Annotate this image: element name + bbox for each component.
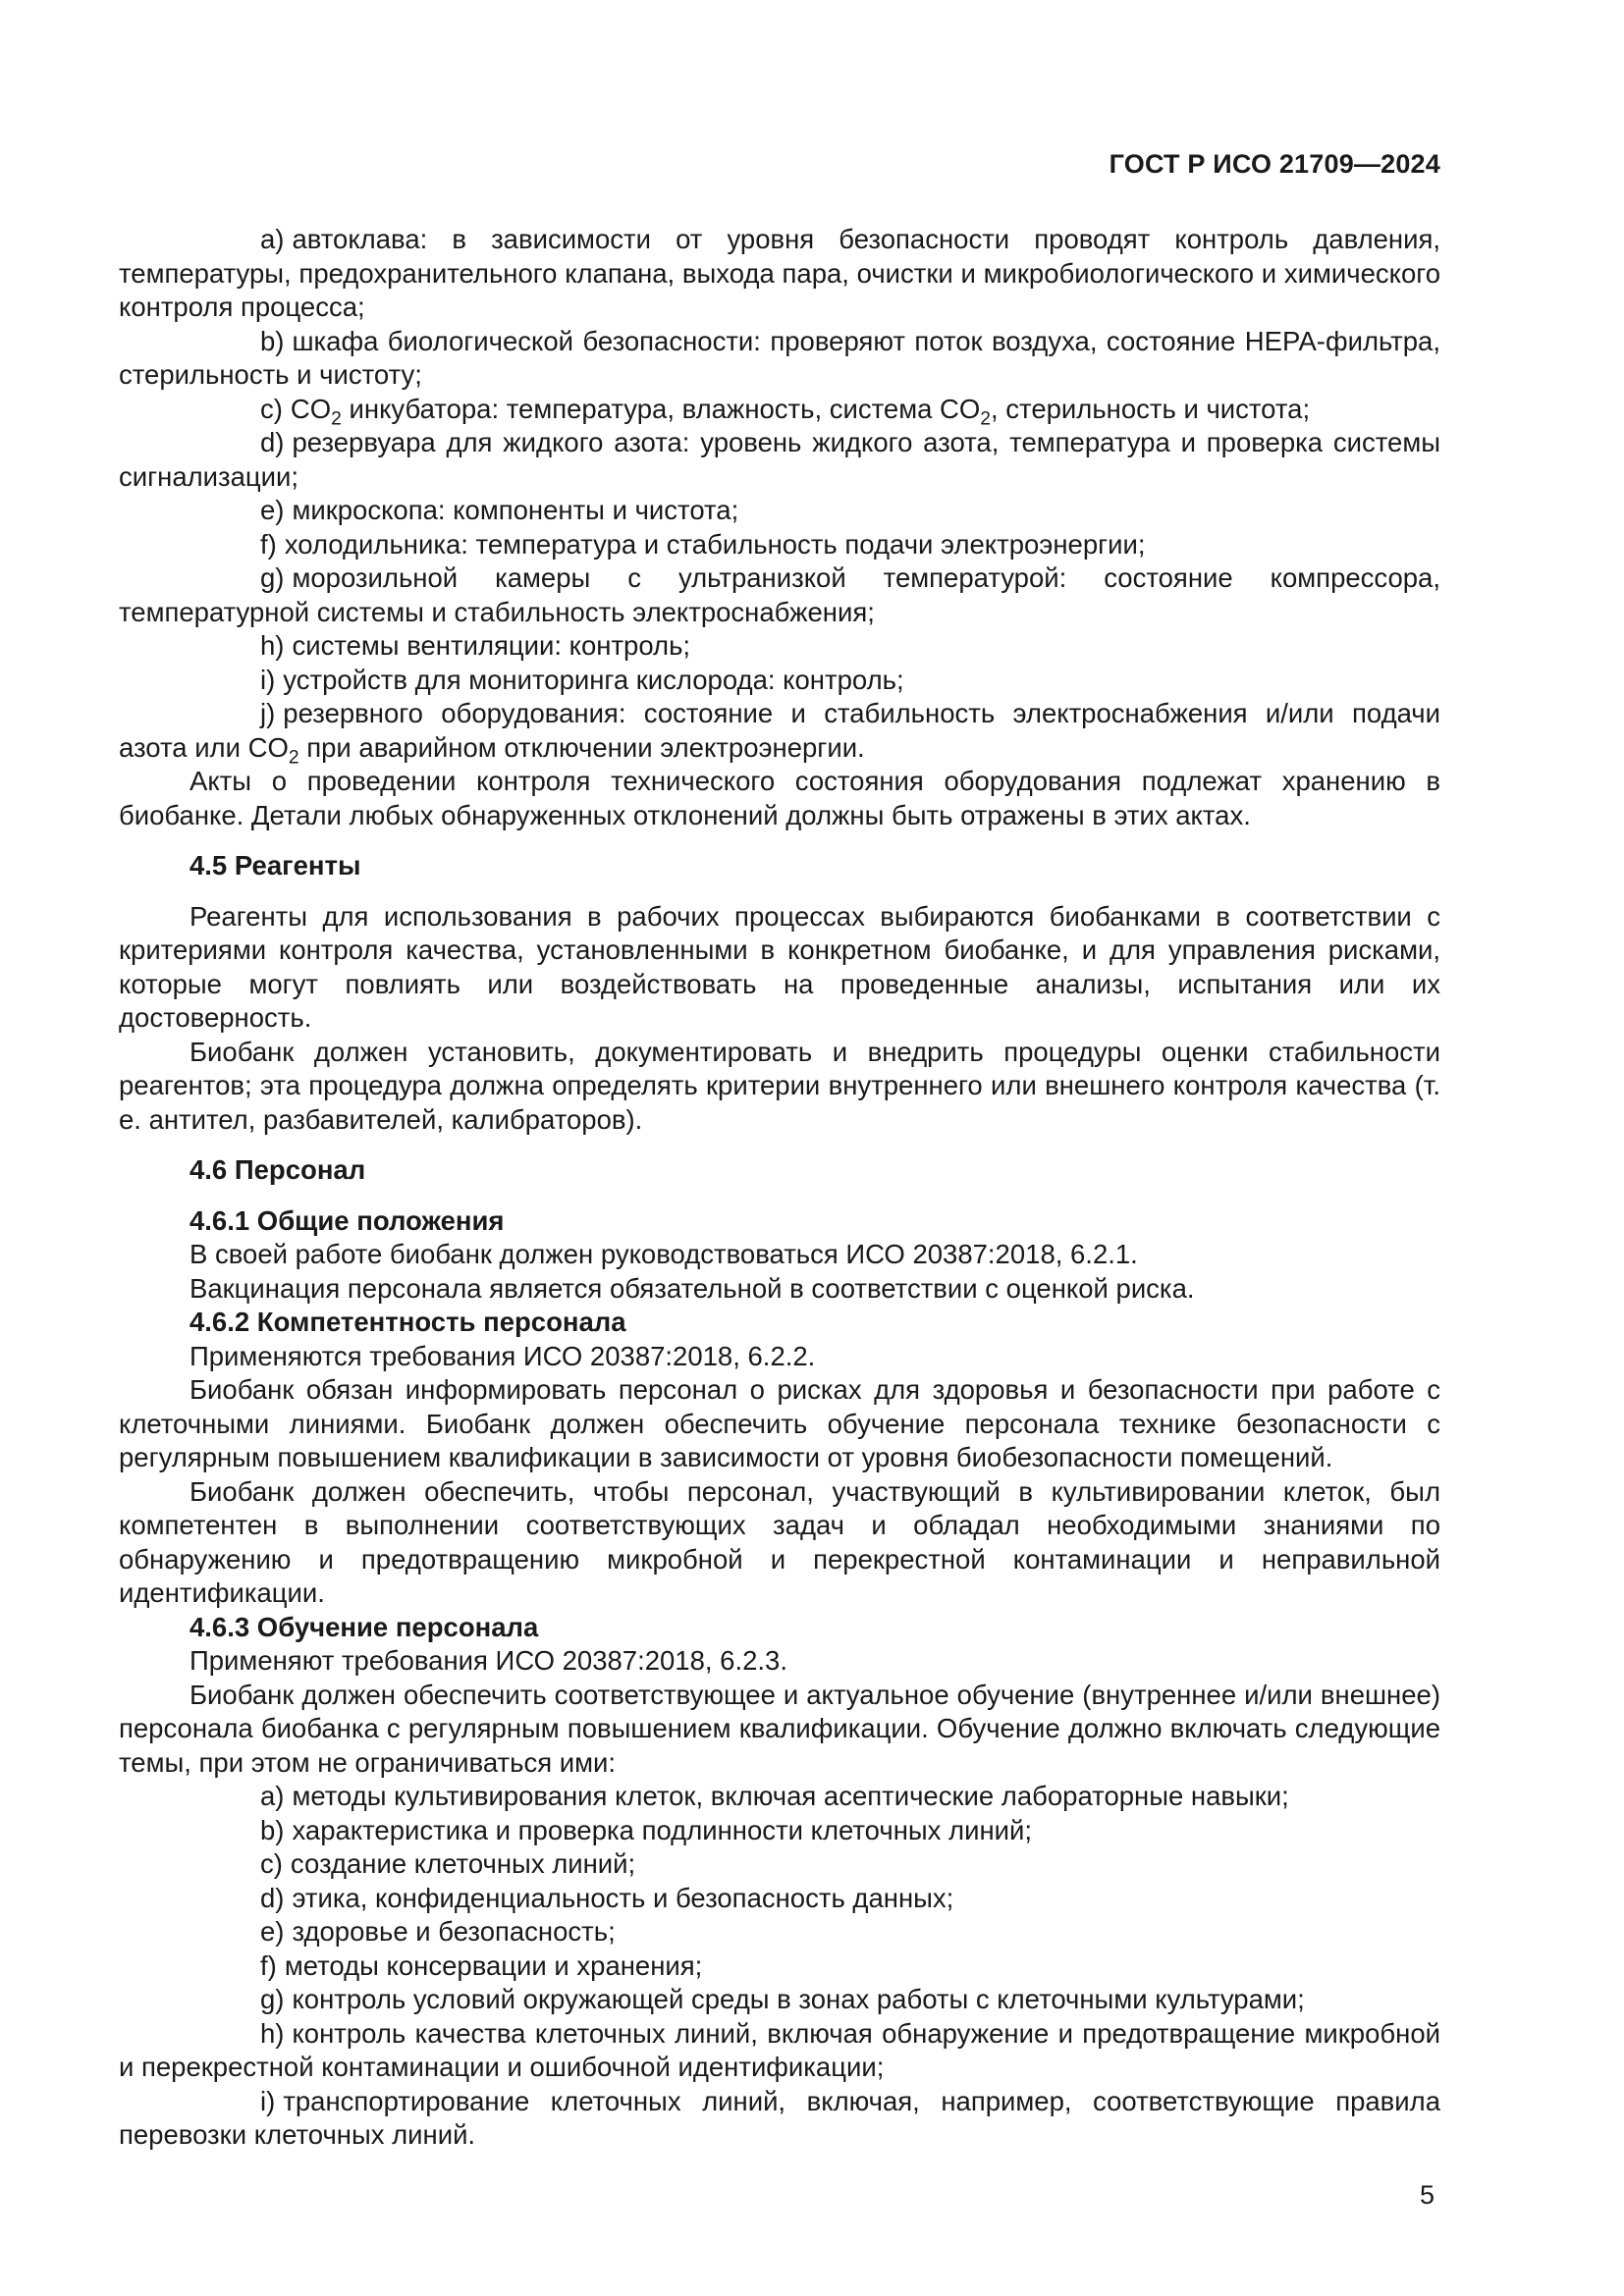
list-item: i) устройств для мониторинга кислорода: контроль; <box>260 664 904 695</box>
list-item: a) автоклава: в зависимости от уровня безопасности проводят контроль давления, температуры, предохранительного клапана, выхода пара, очистки и микробиологического и химического контроля процесса; <box>119 224 1440 322</box>
section-heading: 4.6 Персонал <box>189 1154 366 1185</box>
paragraph: Биобанк обязан информировать персонал о рисках для здоровья и безопасности при работе с клеточными линиями. Биобанк должен обеспечить обучение персонала технике безопасности с регулярным повышением квалификации в зависимости от уровня биобезопасности помещений. <box>119 1374 1440 1472</box>
list-item: g) морозильной камеры с ультранизкой температурой: состояние компрессора, температурной системы и стабильность электроснабжения; <box>119 562 1440 627</box>
document-body <box>119 223 1440 2153</box>
list-item: c) создание клеточных линий; <box>260 1848 636 1879</box>
list-item: b) характеристика и проверка подлинности клеточных линий; <box>260 1814 1032 1845</box>
list-item: h) системы вентиляции: контроль; <box>260 630 691 661</box>
list-item: e) микроскопа: компоненты и чистота; <box>260 495 739 525</box>
list-item: g) контроль условий окружающей среды в зонах работы с клеточными культурами; <box>260 1984 1305 2014</box>
list-item: d) этика, конфиденциальность и безопасность данных; <box>260 1882 954 1913</box>
list-item: e) здоровье и безопасность; <box>260 1916 616 1947</box>
paragraph: Вакцинация персонала является обязательной в соответствии с оценкой риска. <box>189 1272 1195 1304</box>
equipment-list <box>119 223 1440 769</box>
list-item: j) резервного оборудования: состояние и стабильность электроснабжения и/или подачи азота или $CO_2$ при аварийном отключении электроэнергии. <box>119 698 1440 769</box>
training-list <box>119 1780 1440 2153</box>
subsection-heading: 4.6.3 Обучение персонала <box>189 1611 539 1642</box>
paragraph: Биобанк должен обеспечить соответствующее и актуальное обучение (внутреннее и/или внешнее) персонала биобанка с регулярным повышением квалификации. Обучение должно включать следующие темы, при этом не ограничиваться ими: <box>119 1679 1440 1778</box>
list-item: h) контроль качества клеточных линий, включая обнаружение и предотвращение микробной и перекрестной контаминации и ошибочной идентификации; <box>119 2017 1440 2082</box>
paragraph: Биобанк должен установить, документировать и внедрить процедуры оценки стабильности реагентов; эта процедура должна определять критерии внутреннего или внешнего контроля качества (т. е. антител, разбавителей, калибраторов). <box>119 1036 1440 1135</box>
list-item: f) методы консервации и хранения; <box>260 1949 703 1981</box>
subsection-heading: 4.6.2 Компетентность персонала <box>189 1307 626 1337</box>
paragraph: Применяются требования ИСО 20387:2018, 6.2.2. <box>189 1340 816 1371</box>
subsection-heading: 4.6.1 Общие положения <box>189 1204 505 1236</box>
paragraph: В своей работе биобанк должен руководствоваться ИСО 20387:2018, 6.2.1. <box>189 1239 1138 1269</box>
list-item: i) транспортирование клеточных линий, включая, например, соответствующие правила перевозки клеточных линий. <box>119 2085 1440 2150</box>
list-item: a) методы культивирования клеток, включая асептические лабораторные навыки; <box>260 1781 1289 1811</box>
paragraph: Применяют требования ИСО 20387:2018, 6.2.3. <box>189 1645 787 1676</box>
section-heading: 4.5 Реагенты <box>189 850 361 881</box>
list-item: d) резервуара для жидкого азота: уровень жидкого азота, температура и проверка системы сигнализации; <box>119 427 1440 492</box>
page-number: 5 <box>1419 2180 1435 2210</box>
list-item: f) холодильника: температура и стабильность подачи электроэнергии; <box>260 528 1146 560</box>
list-item: b) шкафа биологической безопасности: проверяют поток воздуха, состояние НЕРА-фильтра, стерильность и чистоту; <box>119 325 1440 390</box>
document-header: ГОСТ Р ИСО 21709—2024 <box>1109 149 1440 179</box>
paragraph: Реагенты для использования в рабочих процессах выбираются биобанками в соответствии с критериями контроля качества, установленными в конкретном биобанке, и для управления рисками, которые могут повлиять или воздействовать на проведенные анализы, испытания или их достоверность. <box>119 900 1440 1033</box>
paragraph: Акты о проведении контроля технического состояния оборудования подлежат хранению в биобанке. Детали любых обнаруженных отклонений должны быть отражены в этих актах. <box>119 766 1440 830</box>
list-item: c) $CO_2$ инкубатора: температура, влажность, система $CO_2$, стерильность и чистота; <box>260 393 1311 430</box>
paragraph: Биобанк должен обеспечить, чтобы персонал, участвующий в культивировании клеток, был компетентен в выполнении соответствующих задач и обладал необходимыми знаниями по обнаружению и предотвращению микробной и перекрестной контаминации и неправильной идентификации. <box>119 1475 1440 1608</box>
